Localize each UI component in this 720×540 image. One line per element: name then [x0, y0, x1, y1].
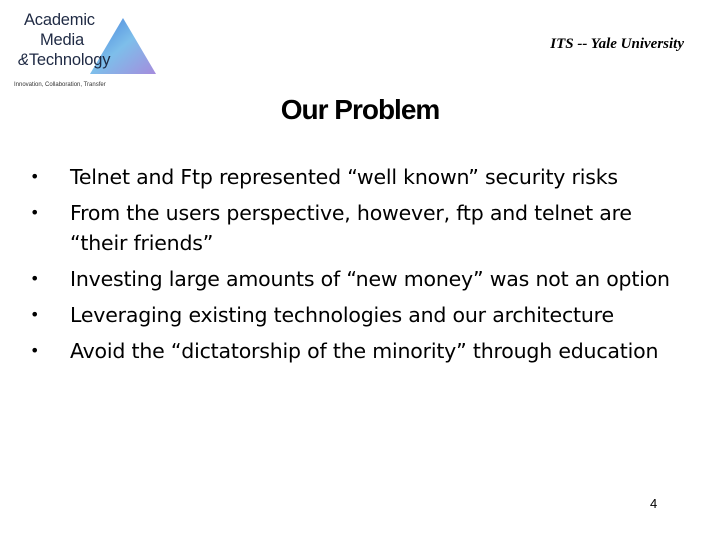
bullet-text: Avoid the “dictatorship of the minority” through education: [70, 339, 659, 363]
logo-tagline: Innovation, Collaboration, Transfer: [14, 82, 106, 88]
logo-ampersand: &: [18, 51, 29, 69]
bullet-list: [24, 162, 684, 372]
bullet-text: Telnet and Ftp represented “well known” security risks: [70, 165, 618, 189]
logo-line-academic: Academic: [24, 11, 95, 29]
bullet-icon: •: [30, 269, 40, 288]
logo-wordmark: [18, 10, 111, 70]
slide-title: Our Problem: [280, 94, 440, 125]
logo-line-media: [24, 30, 110, 50]
bullet-item: [24, 300, 684, 330]
bullet-icon: •: [30, 341, 40, 360]
academic-media-technology-logo: [8, 10, 158, 92]
bullet-item: [24, 264, 684, 294]
bullet-icon: •: [30, 305, 40, 324]
page-number: 4: [650, 496, 658, 511]
bullet-item: [24, 162, 684, 192]
logo-line-technology-text: Technology: [28, 51, 111, 69]
bullet-text: Investing large amounts of “new money” was not an option: [70, 267, 670, 291]
bullet-item: [24, 198, 684, 258]
bullet-icon: •: [30, 203, 40, 222]
bullet-text: Leveraging existing technologies and our architecture: [70, 303, 614, 327]
bullet-item: [24, 336, 684, 366]
organization-header: ITS -- Yale University: [550, 36, 684, 52]
bullet-icon: •: [30, 167, 40, 186]
bullet-text: From the users perspective, however, ftp and telnet are “their friends”: [70, 201, 632, 255]
logo-line-media-text: Media: [40, 31, 84, 49]
logo-line-technology: [18, 50, 110, 70]
